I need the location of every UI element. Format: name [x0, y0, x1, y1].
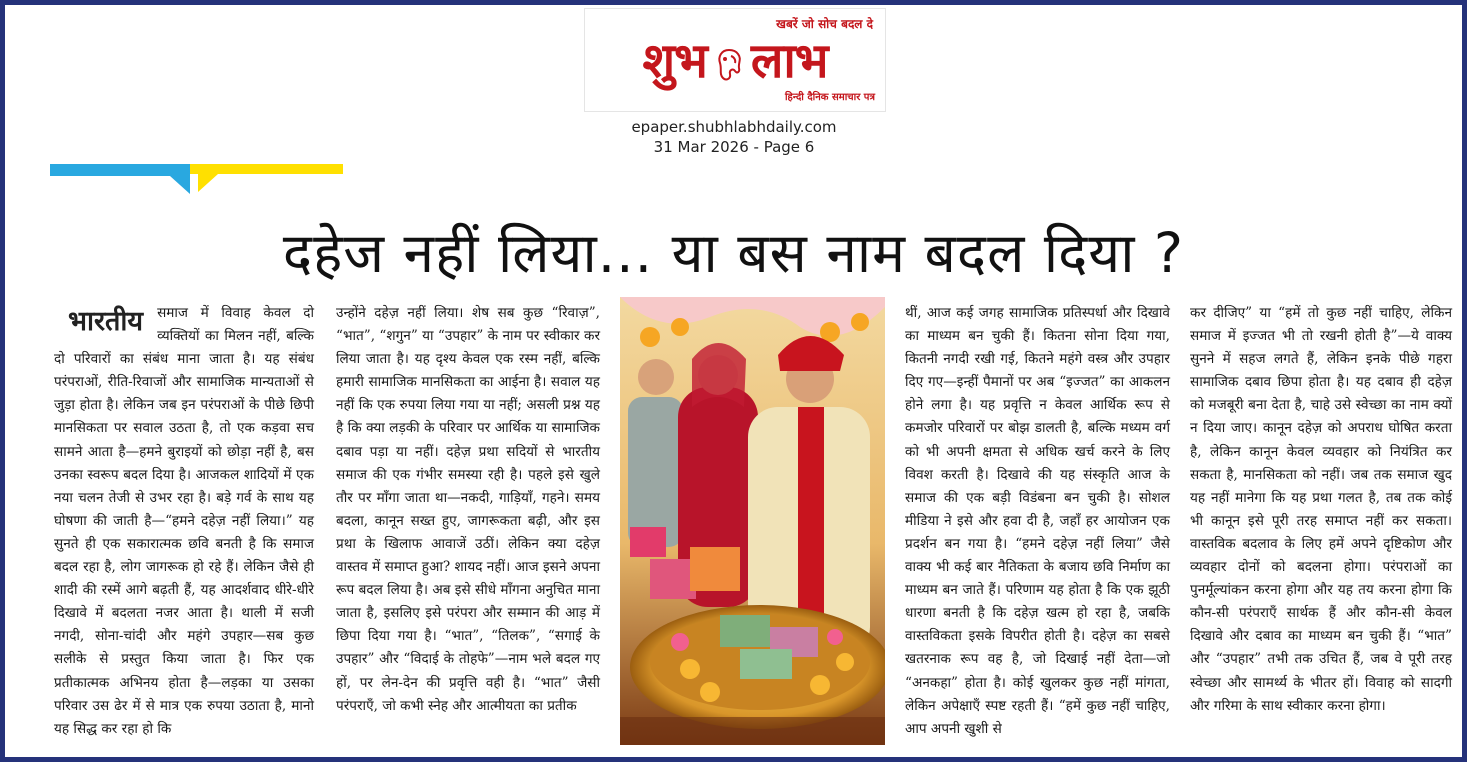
epaper-url[interactable]: epaper.shubhlabhdaily.com: [631, 118, 837, 136]
article-column-4: [1190, 302, 1452, 718]
logo-text-left: शुभ: [642, 33, 707, 89]
ribbon-blue: [50, 164, 190, 194]
masthead-tagline: खबरें जो सोच बदल दे: [776, 17, 873, 31]
masthead-subtitle: हिन्दी दैनिक समाचार पत्र: [784, 92, 875, 103]
column-1-text: समाज में विवाह केवल दो व्यक्तियों का मिलन नहीं, बल्कि दो परिवारों का संबंध माना जाता है। यह संबंध परंपराओं, रीति-रिवाजों और सामाजिक मान्यताओं से जुड़ा होता है। लेकिन जब इन परंपराओं के पीछे छिपी मानसिकता पर सवाल उठता है, तो एक कड़वा सच सामने आता है—हमने बुराइयों को छोड़ा नहीं है, बस उनका स्वरूप बदल दिया है। आजकल शादियों में एक नया चलन तेजी से उभर रहा है। बड़े गर्व के साथ यह घोषणा की जाती है—“हमने दहेज़ नहीं लिया।” यह सुनते ही एक सकारात्मक छवि बनती है कि समाज बदल रहा है, लोग जागरूक हो रहे हैं। लेकिन जैसे ही शादी की रस्में आगे बढ़ती हैं, यह आदर्शवाद धीरे-धीरे दिखावे में बदलता नजर आता है। थाली में सजी नगदी, सोना-चांदी और महंगे उपहार—सब कुछ सलीके से प्रस्तुत किया जाता है। फिर एक प्रतीकात्मक अभिनय होता है—लड़का या उसका परिवार उस ढेर में से मात्र एक रुपया उठाता है, मानो यह सिद्ध कर रहा हो कि: [54, 305, 314, 737]
logo-text-right: लाभ: [750, 33, 828, 89]
article-column-3: [905, 302, 1170, 741]
section-ribbon: [50, 164, 343, 194]
column-3-text: थीं, आज कई जगह सामाजिक प्रतिस्पर्धा और दिखावे का माध्यम बन चुकी हैं। कितना सोना दिया गया, कितनी नगदी रखी गई, कितने महंगे वस्त्र और उपहार दिए गए—इन्हीं पैमानों पर अब “इज्जत” का आकलन होने लगा है। यह प्रवृत्ति न केवल आर्थिक रूप से कमजोर परिवारों पर बोझ डालती है, बल्कि मध्यम वर्ग को भी अपनी क्षमता से अधिक खर्च करने के लिए विवश करती है। दिखावे की यह संस्कृति आज के समाज की एक बड़ी विडंबना बन चुकी है। सोशल मीडिया ने इसे और हवा दी है, जहाँ हर आयोजन एक प्रदर्शन बन गया है। “हमने दहेज़ नहीं लिया” जैसे वाक्य भी कई बार नैतिकता के बजाय छवि निर्माण का माध्यम बन जाते हैं। परिणाम यह होता है कि एक झूठी धारणा बनती है कि दहेज़ खत्म हो रहा है, जबकि वास्तविकता इसके विपरीत होती है। दहेज़ का सबसे खतरनाक रूप वह है, जो दिखाई नहीं देता—जो “अनकहा” होता है। कोई खुलकर कुछ नहीं मांगता, लेकिन अपेक्षाएँ स्पष्ट रहती हैं। “हमें कुछ नहीं चाहिए, आप अपनी खुशी से: [905, 305, 1170, 737]
column-4-text: कर दीजिए” या “हमें तो कुछ नहीं चाहिए, लेकिन समाज में इज्जत भी तो रखनी होती है”—ये वाक्य सुनने में सहज लगते हैं, लेकिन इनके पीछे गहरा सामाजिक दबाव छिपा होता है। यह दबाव ही दहेज़ को मजबूरी बना देता है, चाहे उसे स्वेच्छा का नाम क्यों न दिया जाए। कानून दहेज़ को अपराध घोषित करता है, लेकिन कानून केवल व्यवहार को नियंत्रित कर सकता है, मानसिकता को नहीं। जब तक समाज खुद यह नहीं मानेगा कि यह प्रथा गलत है, तब तक कोई भी कानून इसे पूरी तरह समाप्त नहीं कर सकता। वास्तविक बदलाव के लिए हमें अपने दृष्टिकोण और व्यवहार दोनों को बदलना होगा। परंपराओं का पुनर्मूल्यांकन करना होगा और यह तय करना होगा कि कौन-सी परंपराएँ सार्थक हैं और कौन-सी केवल दिखावे और दबाव का माध्यम बन चुकी हैं। “भात” और “उपहार” तभी तक उचित हैं, जब वे पूरी तरह स्वेच्छा और सामर्थ्य के भीतर हों। विवाह को सादगी और गरिमा के साथ स्वीकार करना होगा।: [1190, 305, 1452, 714]
article-photo: [620, 297, 885, 745]
newspaper-logo: [585, 31, 885, 91]
masthead[interactable]: [584, 8, 886, 112]
article-column-1: [54, 302, 314, 741]
ganesh-icon: [709, 44, 749, 84]
article-headline: दहेज नहीं लिया... या बस नाम बदल दिया ?: [282, 221, 1185, 285]
article-kicker: भारतीय: [68, 306, 144, 337]
column-2-text: उन्होंने दहेज़ नहीं लिया। शेष सब कुछ “रिवाज़”, “भात”, “शगुन” या “उपहार” के नाम पर स्वीकार कर लिया जाता है। यह दृश्य केवल एक रस्म नहीं, बल्कि हमारी सामाजिक मानसिकता का आईना है। सवाल यह नहीं कि एक रुपया लिया गया या नहीं; असली प्रश्न यह है कि क्या लड़की के परिवार पर आर्थिक या सामाजिक दबाव पड़ा या नहीं। दहेज़ प्रथा सदियों से भारतीय समाज की एक गंभीर समस्या रही है। पहले इसे खुले तौर पर माँगा जाता था—नकदी, गाड़ियाँ, गहने। समय बदला, कानून सख्त हुए, जागरूकता बढ़ी, और इस प्रथा के खिलाफ आवाजें उठीं। लेकिन क्या दहेज़ वास्तव में समाप्त हुआ? शायद नहीं। आज इसने अपना रूप बदल लिया है। अब इसे सीधे माँगना अनुचित माना जाता है, इसलिए इसे परंपरा और सम्मान की आड़ में छिपा दिया गया है। “भात”, “तिलक”, “सगाई के उपहार” और “विदाई के तोहफे”—नाम भले बदल गए हों, पर लेन-देन की प्रवृत्ति वही है। “भात” जैसी परंपराएँ, जो कभी स्नेह और आत्मीयता का प्रतीक: [336, 305, 600, 714]
article-column-2: [336, 302, 600, 718]
edition-date-page: 31 Mar 2026 - Page 6: [653, 138, 815, 156]
